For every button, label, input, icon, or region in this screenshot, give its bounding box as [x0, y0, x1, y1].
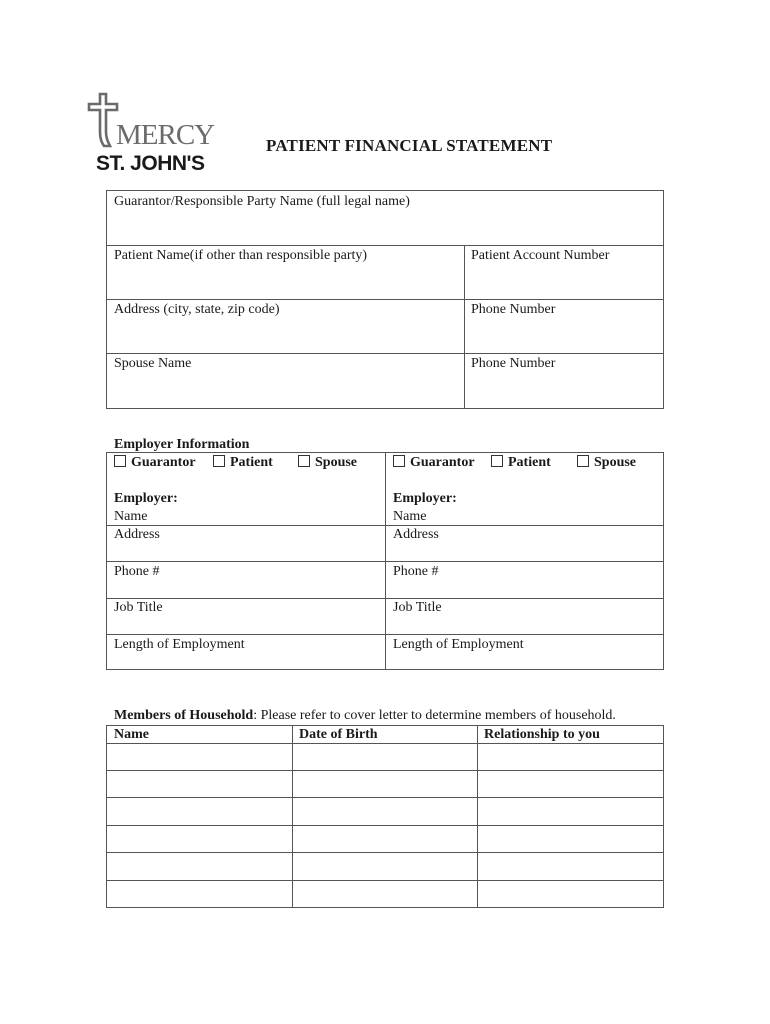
- cross-icon: [89, 94, 117, 146]
- table-row[interactable]: [107, 881, 663, 907]
- column-header-dob: Date of Birth: [299, 727, 378, 742]
- right-employer-address-field[interactable]: Address: [393, 527, 439, 542]
- patient-account-field[interactable]: Patient Account Number: [471, 248, 610, 263]
- left-employer-address-field[interactable]: Address: [114, 527, 160, 542]
- mercy-st-johns-logo: [86, 92, 226, 174]
- spouse-phone-field[interactable]: Phone Number: [471, 356, 556, 371]
- guarantor-name-field[interactable]: Guarantor/Responsible Party Name (full legal name): [114, 194, 410, 209]
- table-row[interactable]: [107, 771, 663, 797]
- logo-subtitle: ST. JOHN'S: [96, 152, 205, 174]
- phone-number-field[interactable]: Phone Number: [471, 302, 556, 317]
- checkbox-icon: [577, 455, 589, 467]
- right-spouse-checkbox[interactable]: Spouse: [577, 455, 636, 471]
- right-guarantor-checkbox[interactable]: Guarantor: [393, 455, 475, 471]
- household-heading: Members of Household: Please refer to cover letter to determine members of household.: [114, 708, 616, 723]
- right-patient-checkbox[interactable]: Patient: [491, 455, 551, 471]
- column-header-relationship: Relationship to you: [484, 727, 600, 742]
- left-spouse-checkbox[interactable]: Spouse: [298, 455, 357, 471]
- employer-info-heading: Employer Information: [114, 437, 250, 452]
- table-row[interactable]: [107, 853, 663, 880]
- right-job-title-field[interactable]: Job Title: [393, 600, 442, 615]
- left-employer-phone-field[interactable]: Phone #: [114, 564, 160, 579]
- spouse-name-field[interactable]: Spouse Name: [114, 356, 192, 371]
- checkbox-icon: [213, 455, 225, 467]
- checkbox-icon: [298, 455, 310, 467]
- address-field[interactable]: Address (city, state, zip code): [114, 302, 280, 317]
- right-employment-length-field[interactable]: Length of Employment: [393, 637, 524, 652]
- right-employer-name-field[interactable]: Name: [393, 509, 427, 524]
- page-title: PATIENT FINANCIAL STATEMENT: [266, 136, 553, 155]
- column-header-name: Name: [114, 727, 149, 742]
- checkbox-icon: [491, 455, 503, 467]
- right-employer-label: Employer:: [393, 491, 457, 506]
- logo-word: MERCY: [116, 119, 215, 151]
- checkbox-icon: [393, 455, 405, 467]
- left-job-title-field[interactable]: Job Title: [114, 600, 163, 615]
- table-row[interactable]: [107, 798, 663, 825]
- table-row[interactable]: [107, 826, 663, 852]
- table-row[interactable]: [107, 744, 663, 770]
- patient-name-field[interactable]: Patient Name(if other than responsible party): [114, 248, 368, 263]
- left-employer-name-field[interactable]: Name: [114, 509, 148, 524]
- right-employer-phone-field[interactable]: Phone #: [393, 564, 439, 579]
- left-patient-checkbox[interactable]: Patient: [213, 455, 273, 471]
- left-guarantor-checkbox[interactable]: Guarantor: [114, 455, 196, 471]
- checkbox-icon: [114, 455, 126, 467]
- left-employment-length-field[interactable]: Length of Employment: [114, 637, 245, 652]
- left-employer-label: Employer:: [114, 491, 178, 506]
